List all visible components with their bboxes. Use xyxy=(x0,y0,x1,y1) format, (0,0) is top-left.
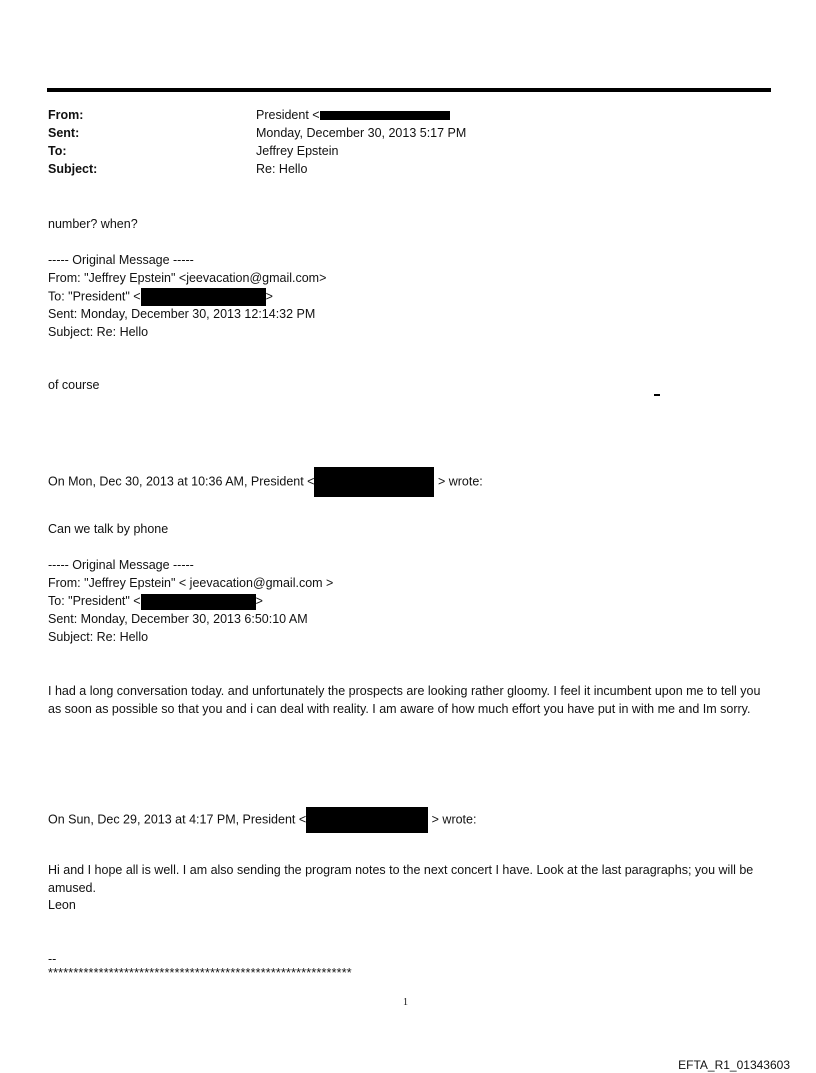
from-label: From: xyxy=(48,108,84,122)
original-subject: Subject: Re: Hello xyxy=(48,630,149,644)
from-value: President < xyxy=(256,108,450,122)
sent-label: Sent: xyxy=(48,126,80,140)
stray-mark xyxy=(654,394,660,396)
quote-line-2: On Sun, Dec 29, 2013 at 4:17 PM, President < > wrote: xyxy=(48,807,476,833)
document-id: EFTA_R1_01343603 xyxy=(678,1058,790,1072)
reply-phone: Can we talk by phone xyxy=(48,522,169,536)
original-to: To: "President" < > xyxy=(48,288,273,306)
reply-top: number? when? xyxy=(48,217,138,231)
to-label: To: xyxy=(48,144,67,158)
signature: Leon xyxy=(48,898,76,912)
redaction-bar xyxy=(306,807,428,833)
original-sent: Sent: Monday, December 30, 2013 6:50:10 AM xyxy=(48,612,308,626)
reply-of-course: of course xyxy=(48,378,100,392)
redaction-bar xyxy=(141,288,266,306)
original-from: From: "Jeffrey Epstein" <jeevacation@gmail.com> xyxy=(48,271,327,285)
original-sent: Sent: Monday, December 30, 2013 12:14:32 PM xyxy=(48,307,316,321)
to-value: Jeffrey Epstein xyxy=(256,144,339,158)
message-paragraph: I had a long conversation today. and unfortunately the prospects are looking rather gloomy. I feel it incumbent upon me to tell you as soon as possible so that you and i can deal with reality. I am aware of how much effort you have put in with me and Im sorry. xyxy=(48,684,761,716)
asterisk-line: ************************************************************ xyxy=(48,966,352,980)
redaction-bar xyxy=(314,467,434,497)
header-rule xyxy=(47,88,771,92)
message-paragraph-2: Hi and I hope all is well. I am also sending the program notes to the next concert I have. Look at the last paragraphs; you will be amused. xyxy=(48,863,754,895)
page-number: 1 xyxy=(403,997,408,1008)
original-from: From: "Jeffrey Epstein" < jeevacation@gmail.com > xyxy=(48,576,334,590)
original-divider: ----- Original Message ----- xyxy=(48,253,194,267)
subject-label: Subject: xyxy=(48,162,98,176)
redaction-bar xyxy=(141,594,256,610)
quote-line-1: On Mon, Dec 30, 2013 at 10:36 AM, President < > wrote: xyxy=(48,467,483,497)
original-subject: Subject: Re: Hello xyxy=(48,325,149,339)
redaction-bar xyxy=(320,111,450,120)
original-divider: ----- Original Message ----- xyxy=(48,558,194,572)
signature-dash: -- xyxy=(48,952,57,966)
sent-value: Monday, December 30, 2013 5:17 PM xyxy=(256,126,467,140)
original-to: To: "President" < > xyxy=(48,594,263,608)
subject-value: Re: Hello xyxy=(256,162,308,176)
